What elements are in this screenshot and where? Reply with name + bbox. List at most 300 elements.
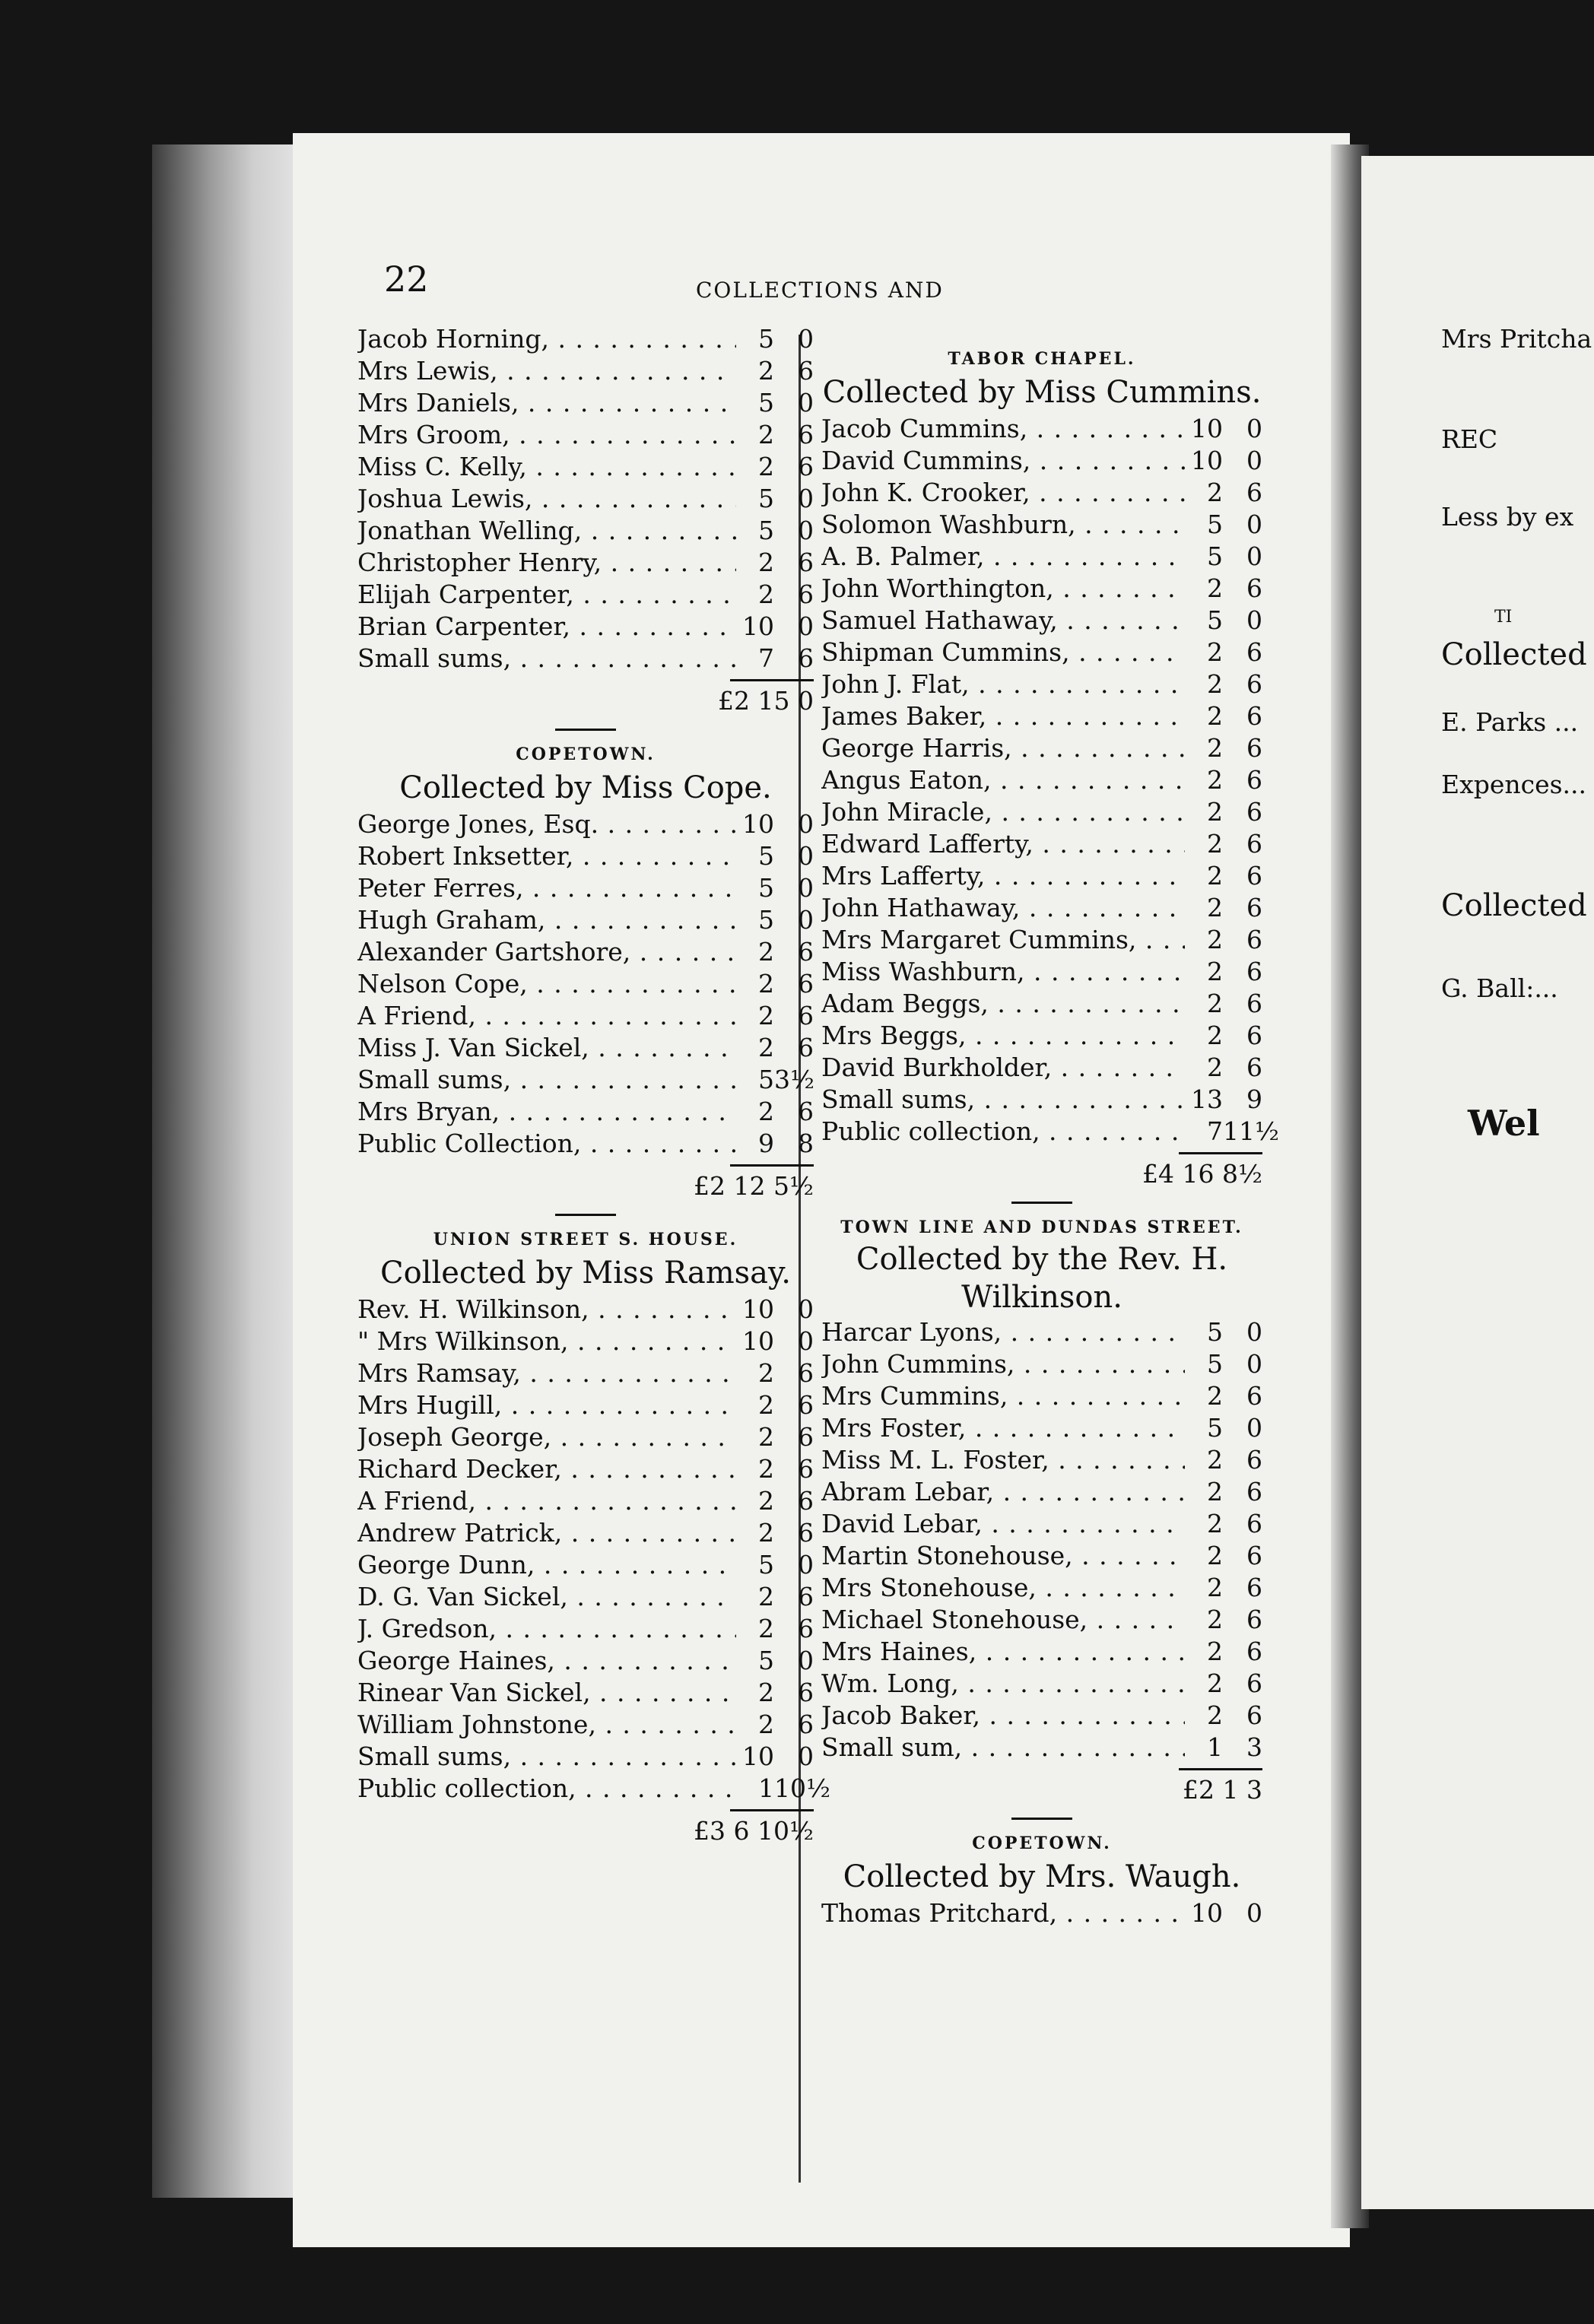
entry-pence: 6 — [1246, 1052, 1262, 1082]
ledger-row — [821, 1412, 1262, 1444]
entry-name: Rev. H. Wilkinson, . . . — [357, 1294, 736, 1326]
entry-pence: 6 — [1246, 669, 1262, 699]
entry-pence: 0 — [798, 841, 814, 871]
middle-column — [821, 346, 1279, 1929]
entry-pence: 6 — [1246, 637, 1262, 667]
entry-shillings: 2 — [1207, 1381, 1223, 1411]
entry-name: A Friend, . . . — [357, 1485, 736, 1517]
entry-shillings: 5 — [758, 1550, 774, 1579]
fragment-line: Mrs Pritcha — [1441, 324, 1592, 354]
section-separator — [1011, 1202, 1072, 1204]
ledger-row — [357, 1389, 814, 1421]
ledger-row — [821, 700, 1262, 732]
ledger-row — [821, 924, 1262, 956]
entry-name: Christopher Henry, . . . — [357, 547, 736, 579]
entry-pence: 6 — [798, 1097, 814, 1126]
entry-shillings: 13 — [1191, 1084, 1223, 1114]
entry-pence: 6 — [1246, 1573, 1262, 1602]
entry-shillings: 2 — [1207, 925, 1223, 954]
ledger-row — [821, 1572, 1262, 1604]
section-separator — [1011, 1818, 1072, 1820]
collector-miss-ramsay: Collected by Miss Ramsay. — [379, 1256, 792, 1291]
ledger-row — [821, 1316, 1262, 1348]
entry-shillings: 5 — [758, 324, 774, 354]
entry-pence: 6 — [1246, 1381, 1262, 1411]
entry-name: Mrs Groom, . . . — [357, 419, 736, 451]
section-title-town-line: TOWN LINE AND DUNDAS STREET. — [840, 1218, 1243, 1237]
book-page-edges — [152, 144, 297, 2198]
entry-shillings: 5 — [1207, 541, 1223, 571]
right-page-text — [1441, 323, 1593, 1005]
section-title-union-street: UNION STREET S. HOUSE. — [433, 1230, 738, 1249]
entry-pence: 6 — [1246, 893, 1262, 922]
entry-name: Miss Washburn, . . . — [821, 956, 1185, 988]
entry-pence: 6 — [798, 1678, 814, 1707]
entry-shillings: 2 — [758, 1614, 774, 1643]
entry-shillings: 2 — [758, 579, 774, 609]
ledger-row — [821, 764, 1262, 796]
entry-shillings: 2 — [1207, 1573, 1223, 1602]
entry-shillings: 2 — [758, 937, 774, 967]
entry-shillings: 2 — [758, 548, 774, 577]
ledger-row — [357, 323, 814, 355]
fragment-line: G. Ball:... — [1441, 973, 1558, 1003]
entry-shillings: 5 — [758, 873, 774, 903]
entry-name: Mrs Cummins, . . . — [821, 1380, 1185, 1412]
section-separator — [555, 729, 616, 731]
ledger-row — [357, 1549, 814, 1581]
right-names-1 — [1441, 706, 1593, 738]
entry-shillings: 2 — [758, 1358, 774, 1388]
entry-shillings: 2 — [758, 1486, 774, 1516]
right-top-lines — [1441, 323, 1593, 355]
ledger-row — [821, 1604, 1262, 1636]
entry-pence: 6 — [798, 1358, 814, 1388]
section-title-copetown: COPETOWN. — [516, 745, 656, 764]
entry-name: Brian Carpenter, . . . — [357, 611, 736, 643]
total-rule — [730, 1809, 814, 1811]
entry-name: Richard Decker, . . . — [357, 1453, 736, 1485]
entry-name: Small sums, . . . — [357, 1064, 736, 1096]
ledger-row — [357, 483, 814, 515]
entry-name: Harcar Lyons, . . . — [821, 1316, 1185, 1348]
page-number: 22 — [384, 259, 429, 300]
top-list — [357, 323, 814, 675]
running-head: COLLECTIONS AND — [696, 278, 944, 303]
entry-pence: 6 — [798, 1518, 814, 1548]
entry-name: Joseph George, . . . — [357, 1421, 736, 1453]
ledger-row — [821, 1476, 1262, 1508]
entry-shillings: 2 — [1207, 1541, 1223, 1570]
entry-name: John Cummins, . . . — [821, 1348, 1185, 1380]
ledger-row — [821, 477, 1262, 509]
right-less-lines — [1441, 501, 1593, 533]
section-separator — [555, 1214, 616, 1216]
entry-shillings: 5 — [758, 388, 774, 417]
entry-name: Mrs Lewis, . . . — [357, 355, 736, 387]
entry-name: Mrs Haines, . . . — [821, 1636, 1185, 1668]
entry-name: William Johnstone, . . . — [357, 1709, 736, 1741]
entry-name: Mrs Daniels, . . . — [357, 387, 736, 419]
entry-shillings: 2 — [1207, 829, 1223, 859]
entry-pence: 0 — [798, 1741, 814, 1771]
tabor-total: £4 16 8½ — [1142, 1159, 1262, 1189]
entry-name: George Dunn, . . . — [357, 1549, 736, 1581]
entry-shillings: 2 — [758, 969, 774, 998]
entry-shillings: 10 — [742, 1294, 774, 1324]
entry-shillings: 2 — [1207, 1052, 1223, 1082]
ledger-row — [821, 988, 1262, 1020]
entry-shillings: 2 — [758, 1097, 774, 1126]
entry-name: George Haines, . . . — [357, 1645, 736, 1677]
entry-shillings: 2 — [758, 1454, 774, 1484]
entry-name: Public collection, . . . — [821, 1116, 1185, 1148]
entry-pence: 6 — [1246, 765, 1262, 795]
entry-pence: 8 — [798, 1129, 814, 1158]
entry-name: Jacob Cummins, . . . — [821, 413, 1185, 445]
entry-name: George Jones, Esq. . . . — [357, 808, 736, 840]
ledger-row — [357, 1032, 814, 1064]
copetown-total: £2 12 5½ — [694, 1171, 814, 1201]
entry-pence: 6 — [1246, 701, 1262, 731]
entry-pence: 6 — [1246, 1509, 1262, 1538]
entry-pence: 0 — [798, 1326, 814, 1356]
ledger-row — [357, 1421, 814, 1453]
entry-shillings: 2 — [758, 1582, 774, 1611]
entry-shillings: 5 — [758, 484, 774, 513]
entry-name: Mrs Hugill, . . . — [357, 1389, 736, 1421]
entry-shillings: 5 — [1207, 605, 1223, 635]
entry-shillings: 2 — [1207, 1637, 1223, 1666]
entry-shillings: 2 — [1207, 1021, 1223, 1050]
right-t-line: TI — [1494, 608, 1513, 627]
entry-name: Peter Ferres, . . . — [357, 872, 736, 904]
entry-shillings: 2 — [758, 1390, 774, 1420]
town-line-total: £2 1 3 — [1183, 1775, 1262, 1805]
entry-name: A. B. Palmer, . . . — [821, 541, 1185, 573]
entry-pence: 0 — [798, 516, 814, 545]
entry-pence: 3 — [1246, 1732, 1262, 1762]
entry-pence: 6 — [1246, 829, 1262, 859]
ledger-row — [357, 872, 814, 904]
entry-shillings: 2 — [1207, 797, 1223, 827]
ledger-row — [821, 1636, 1262, 1668]
entry-shillings: 1 — [1207, 1732, 1223, 1762]
ledger-row — [357, 1096, 814, 1128]
entry-pence: 6 — [798, 1582, 814, 1611]
entry-pence: 6 — [1246, 478, 1262, 507]
collector-mrs-waugh: Collected by Mrs. Waugh. — [843, 1859, 1241, 1894]
entry-name: Mrs Ramsay, . . . — [357, 1357, 736, 1389]
ledger-row — [357, 936, 814, 968]
entry-pence: 0 — [798, 1646, 814, 1675]
entry-shillings: 2 — [758, 1001, 774, 1030]
fragment-line: E. Parks ... — [1441, 707, 1579, 737]
entry-pence: 6 — [798, 452, 814, 481]
ledger-row — [821, 828, 1262, 860]
ledger-row — [821, 1540, 1262, 1572]
entry-pence: 0 — [798, 1550, 814, 1579]
ledger-row — [357, 643, 814, 675]
entry-name: Shipman Cummins, . . . — [821, 637, 1185, 668]
entry-pence: 6 — [798, 643, 814, 673]
entry-pence: 3½ — [774, 1065, 814, 1094]
total-rule — [730, 1164, 814, 1167]
entry-pence: 6 — [798, 1033, 814, 1062]
entry-pence: 6 — [798, 1710, 814, 1739]
entry-shillings: 1 — [758, 1773, 774, 1803]
entry-shillings: 2 — [758, 452, 774, 481]
entry-shillings: 2 — [1207, 1700, 1223, 1730]
ledger-row — [357, 1294, 814, 1326]
entry-shillings: 10 — [742, 1741, 774, 1771]
entry-shillings: 7 — [1207, 1116, 1223, 1146]
ledger-row — [357, 1064, 814, 1096]
ledger-row — [821, 1084, 1262, 1116]
ledger-row — [357, 1000, 814, 1032]
entry-pence: 0 — [798, 1294, 814, 1324]
ledger-row — [357, 840, 814, 872]
entry-shillings: 2 — [758, 1678, 774, 1707]
entry-pence: 6 — [1246, 797, 1262, 827]
entry-name: " Mrs Wilkinson, . . . — [357, 1326, 736, 1357]
entry-pence: 11½ — [1223, 1116, 1279, 1146]
entry-name: Andrew Patrick, . . . — [357, 1517, 736, 1549]
entry-name: Jacob Baker, . . . — [821, 1700, 1185, 1732]
entry-shillings: 2 — [758, 1518, 774, 1548]
entry-pence: 6 — [798, 1486, 814, 1516]
entry-pence: 0 — [1246, 605, 1262, 635]
ledger-row — [357, 419, 814, 451]
top-total: £2 15 0 — [718, 686, 814, 716]
right-rec-lines — [1441, 424, 1593, 456]
entry-pence: 0 — [1246, 446, 1262, 475]
entry-name: Edward Lafferty, . . . — [821, 828, 1185, 860]
ledger-row — [357, 387, 814, 419]
entry-pence: 6 — [1246, 1541, 1262, 1570]
ledger-row — [357, 968, 814, 1000]
entry-name: Wm. Long, . . . — [821, 1668, 1185, 1700]
entry-pence: 6 — [1246, 957, 1262, 986]
entry-name: Miss M. L. Foster, . . . — [821, 1444, 1185, 1476]
ledger-row — [821, 1020, 1262, 1052]
entry-shillings: 2 — [758, 356, 774, 386]
ledger-row — [357, 611, 814, 643]
right-collected-1: Collected — [1441, 637, 1587, 672]
entry-pence: 6 — [798, 356, 814, 386]
entry-pence: 6 — [798, 420, 814, 449]
entry-shillings: 2 — [1207, 1605, 1223, 1634]
entry-pence: 6 — [1246, 573, 1262, 603]
ledger-row — [821, 573, 1262, 605]
entry-name: Alexander Gartshore, . . . — [357, 936, 736, 968]
ledger-row — [357, 1709, 814, 1741]
union-street-total: £3 6 10½ — [694, 1816, 814, 1846]
town-line-list — [821, 1316, 1262, 1764]
entry-pence: 0 — [1246, 1317, 1262, 1347]
entry-shillings: 2 — [758, 1033, 774, 1062]
entry-pence: 0 — [1246, 1898, 1262, 1928]
entry-name: Abram Lebar, . . . — [821, 1476, 1185, 1508]
section-title-copetown-2: COPETOWN. — [972, 1833, 1112, 1853]
collector-miss-cope: Collected by Miss Cope. — [399, 770, 772, 805]
right-names-2 — [1441, 973, 1593, 1005]
entry-shillings: 2 — [758, 1710, 774, 1739]
ledger-row — [821, 732, 1262, 764]
entry-name: George Harris, . . . — [821, 732, 1185, 764]
entry-pence: 6 — [798, 1422, 814, 1452]
right-blackletter-heading: Wel — [1468, 1103, 1540, 1144]
entry-name: Solomon Washburn, . . . — [821, 509, 1185, 541]
entry-shillings: 2 — [1207, 1445, 1223, 1475]
ledger-row — [357, 1453, 814, 1485]
entry-name: Jonathan Welling, . . . — [357, 515, 736, 547]
entry-pence: 6 — [1246, 861, 1262, 891]
entry-pence: 6 — [798, 548, 814, 577]
entry-pence: 0 — [1246, 414, 1262, 443]
entry-name: Michael Stonehouse, . . . — [821, 1604, 1185, 1636]
entry-name: Mrs Margaret Cummins, . . . — [821, 924, 1185, 956]
ledger-row — [821, 892, 1262, 924]
entry-shillings: 5 — [1207, 1413, 1223, 1443]
entry-shillings: 2 — [1207, 861, 1223, 891]
ledger-row — [357, 1326, 814, 1357]
entry-name: Small sums, . . . — [357, 1741, 736, 1773]
collector-miss-cummins: Collected by Miss Cummins. — [822, 375, 1262, 410]
entry-pence: 6 — [1246, 1021, 1262, 1050]
entry-pence: 6 — [798, 969, 814, 998]
ledger-row — [821, 860, 1262, 892]
copetown2-list — [821, 1897, 1262, 1929]
ledger-row — [821, 1052, 1262, 1084]
entry-pence: 6 — [1246, 733, 1262, 763]
ledger-row — [357, 904, 814, 936]
ledger-row — [821, 541, 1262, 573]
total-rule — [1179, 1768, 1262, 1770]
entry-shillings: 2 — [758, 420, 774, 449]
entry-pence: 6 — [1246, 1637, 1262, 1666]
entry-name: Public Collection, . . . — [357, 1128, 736, 1160]
entry-pence: 0 — [1246, 1349, 1262, 1379]
entry-pence: 0 — [798, 388, 814, 417]
entry-name: Thomas Pritchard, . . . — [821, 1897, 1185, 1929]
entry-shillings: 2 — [1207, 893, 1223, 922]
entry-name: Small sum, . . . — [821, 1732, 1185, 1764]
entry-name: Miss C. Kelly, . . . — [357, 451, 736, 483]
total-rule — [1179, 1152, 1262, 1154]
fragment-line: Less by ex — [1441, 502, 1574, 532]
entry-name: Mrs Bryan, . . . — [357, 1096, 736, 1128]
entry-pence: 6 — [1246, 1605, 1262, 1634]
ledger-row — [821, 413, 1262, 445]
entry-pence: 9 — [1246, 1084, 1262, 1114]
ledger-row — [821, 445, 1262, 477]
entry-name: John Hathaway, . . . — [821, 892, 1185, 924]
entry-pence: 0 — [1246, 541, 1262, 571]
entry-shillings: 5 — [1207, 1317, 1223, 1347]
ledger-row — [357, 1517, 814, 1549]
entry-shillings: 10 — [1191, 414, 1223, 443]
ledger-row — [357, 1645, 814, 1677]
entry-pence: 6 — [798, 1614, 814, 1643]
entry-name: John Miracle, . . . — [821, 796, 1185, 828]
entry-shillings: 2 — [1207, 989, 1223, 1018]
entry-shillings: 2 — [1207, 957, 1223, 986]
entry-pence: 0 — [798, 324, 814, 354]
ledger-row — [821, 956, 1262, 988]
entry-pence: 6 — [798, 937, 814, 967]
entry-name: Mrs Beggs, . . . — [821, 1020, 1185, 1052]
entry-pence: 6 — [1246, 989, 1262, 1018]
ledger-row — [821, 605, 1262, 637]
ledger-row — [821, 1508, 1262, 1540]
entry-shillings: 5 — [758, 516, 774, 545]
entry-name: Hugh Graham, . . . — [357, 904, 736, 936]
ledger-row — [821, 1348, 1262, 1380]
ledger-row — [821, 1380, 1262, 1412]
left-column — [357, 323, 830, 1848]
entry-name: Mrs Lafferty, . . . — [821, 860, 1185, 892]
entry-name: Miss J. Van Sickel, . . . — [357, 1032, 736, 1064]
entry-pence: 0 — [798, 905, 814, 935]
entry-pence: 6 — [1246, 1445, 1262, 1475]
entry-pence: 0 — [798, 484, 814, 513]
entry-shillings: 5 — [1207, 1349, 1223, 1379]
ledger-row — [357, 1741, 814, 1773]
entry-name: Small sums, . . . — [821, 1084, 1185, 1116]
ledger-row — [357, 355, 814, 387]
entry-name: Martin Stonehouse, . . . — [821, 1540, 1185, 1572]
entry-shillings: 2 — [758, 1422, 774, 1452]
ledger-row — [357, 808, 814, 840]
entry-pence: 6 — [1246, 1668, 1262, 1698]
ledger-row — [821, 1116, 1279, 1148]
copetown-list — [357, 808, 814, 1160]
entry-name: Robert Inksetter, . . . — [357, 840, 736, 872]
entry-name: Elijah Carpenter, . . . — [357, 579, 736, 611]
entry-pence: 0 — [1246, 1413, 1262, 1443]
section-title-tabor: TABOR CHAPEL. — [948, 349, 1136, 369]
entry-name: Angus Eaton, . . . — [821, 764, 1185, 796]
entry-name: John K. Crooker, . . . — [821, 477, 1185, 509]
entry-name: David Burkholder, . . . — [821, 1052, 1185, 1084]
fragment-line: REC — [1441, 424, 1498, 454]
entry-shillings: 2 — [1207, 765, 1223, 795]
entry-shillings: 5 — [758, 1065, 774, 1094]
ledger-row — [357, 579, 814, 611]
entry-shillings: 10 — [742, 1326, 774, 1356]
ledger-row — [357, 1581, 814, 1613]
entry-name: Rinear Van Sickel, . . . — [357, 1677, 736, 1709]
entry-name: John Worthington, . . . — [821, 573, 1185, 605]
entry-shillings: 2 — [1207, 1509, 1223, 1538]
entry-shillings: 2 — [1207, 669, 1223, 699]
ledger-row — [821, 1444, 1262, 1476]
ledger-row — [357, 1128, 814, 1160]
entry-name: Jacob Horning, . . . — [357, 323, 736, 355]
entry-shillings: 5 — [1207, 510, 1223, 539]
right-expences: Expences... — [1441, 770, 1587, 799]
entry-shillings: 2 — [1207, 733, 1223, 763]
entry-name: Samuel Hathaway, . . . — [821, 605, 1185, 637]
entry-pence: 6 — [1246, 925, 1262, 954]
entry-shillings: 2 — [1207, 1668, 1223, 1698]
entry-pence: 6 — [798, 1390, 814, 1420]
ledger-row — [821, 1668, 1262, 1700]
ledger-row — [357, 1677, 814, 1709]
ledger-row — [357, 1773, 830, 1805]
ledger-row — [821, 1897, 1262, 1929]
